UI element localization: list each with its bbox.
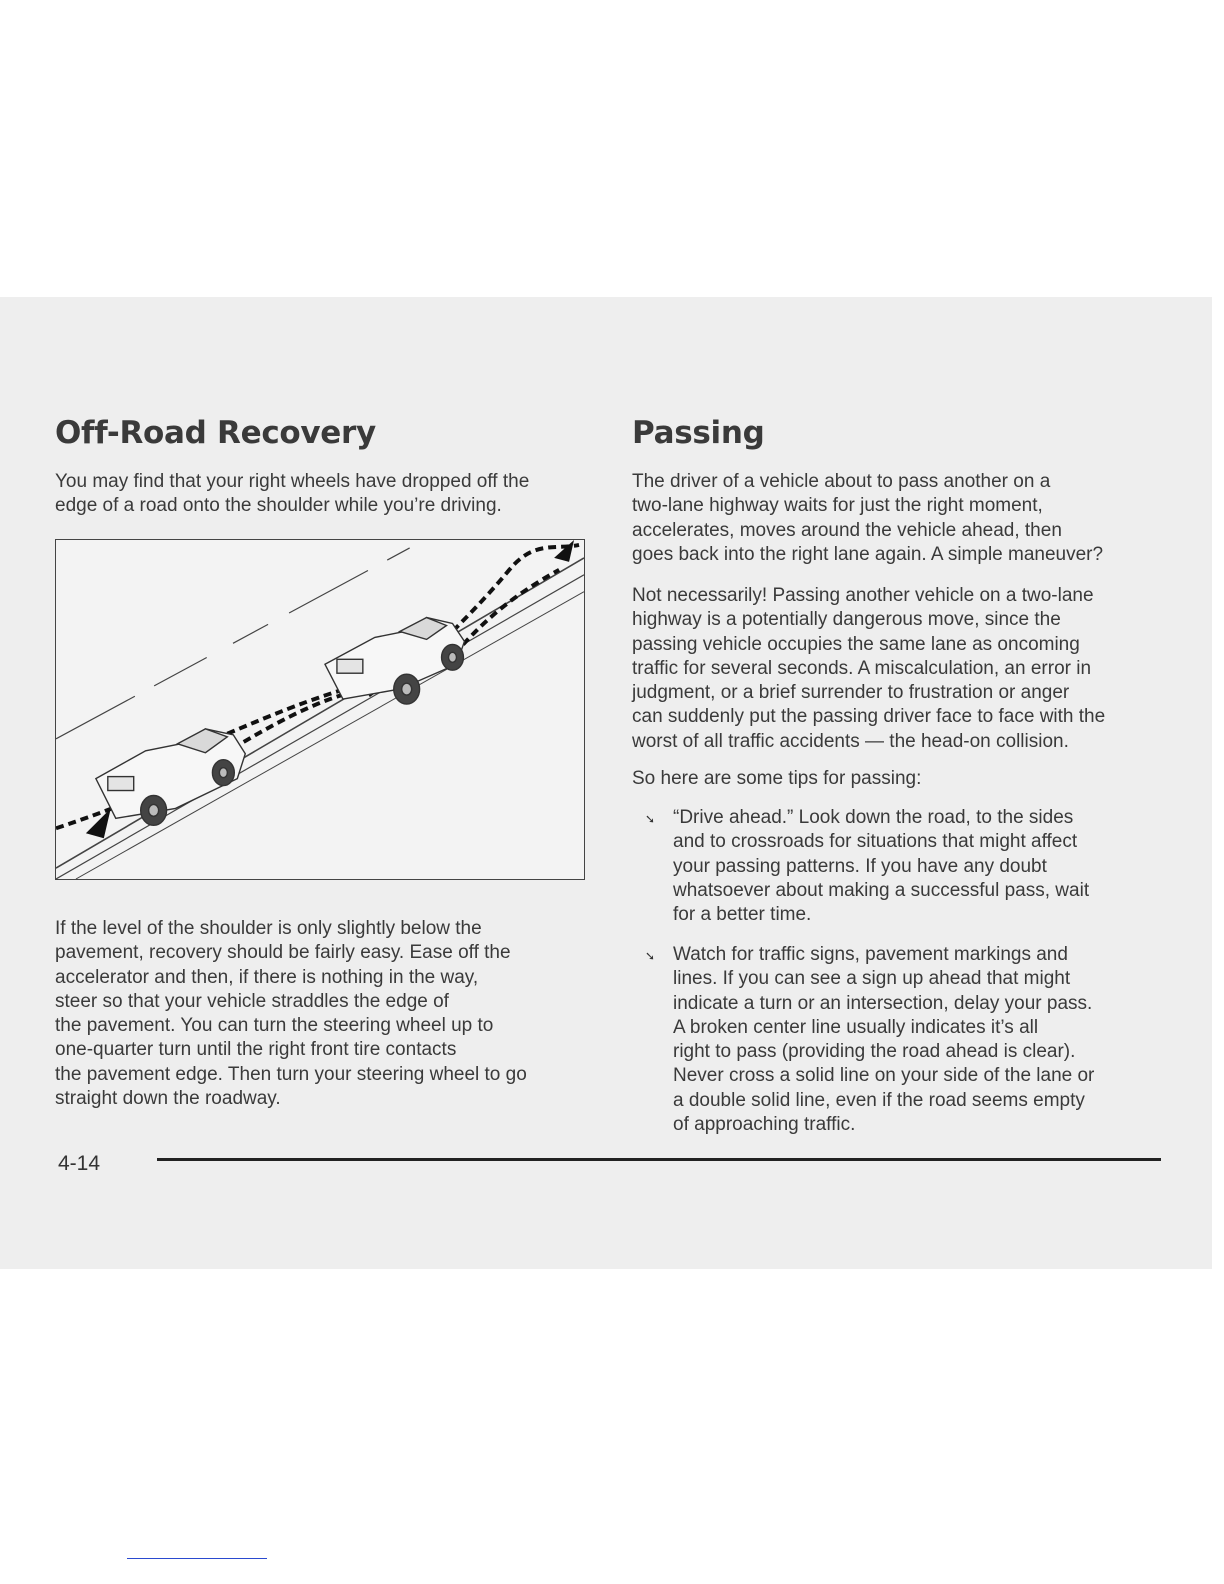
passing-paragraph-2: Not necessarily! Passing another vehicle on a two-lane highway is a potentially dangerous move, since the passing vehicle occupies the same lane as oncoming traffic for several seconds. A miscalculation, an error in judgment, or a brief surrender to frustration or anger can suddenly put the passing driver face to face with the worst of all traffic accidents — the head-on collision. [632, 585, 1106, 752]
page-number: 4-14 [58, 1152, 101, 1175]
road-lines [56, 548, 584, 879]
section-title-off-road-recovery: Off-Road Recovery [55, 415, 376, 451]
off-road-body-paragraph: If the level of the shoulder is only slightly below the pavement, recovery should be fairly easy. Ease off the accelerator and then, if there is nothing in the way, steer so that your vehicle straddles the edge of the pavement. You can turn the steering wheel up to one-quarter turn until the right front tire contacts the pavement edge. Then turn your steering wheel to go straight down the roadway. [55, 918, 527, 1110]
passing-paragraph-3: So here are some tips for passing: [632, 768, 922, 789]
bullet-arrow-icon: ➘ [645, 949, 656, 963]
underline-mark [127, 1558, 267, 1559]
passing-paragraph-1: The driver of a vehicle about to pass another on a two-lane highway waits for just the right moment, accelerates, moves around the vehicle ahead, then goes back into the right lane again. A simple maneuver? [632, 471, 1104, 565]
passing-tip-2: Watch for traffic signs, pavement markings and lines. If you can see a sign up ahead that might indicate a turn or an intersection, delay your pass. A broken center line usually indicates it’s all right to pass (providing the road ahead is clear). Never cross a solid line on your side of the lane or a double solid line, even if the road seems empty of approaching traffic. [673, 944, 1095, 1136]
off-road-intro-paragraph: You may find that your right wheels have dropped off the edge of a road onto the shoulder while you’re driving. [55, 471, 530, 517]
passing-tip-1: “Drive ahead.” Look down the road, to the sides and to crossroads for situations that might affect your passing patterns. If you have any doubt whatsoever about making a successful pass, wait for a better time. [673, 807, 1090, 926]
bullet-arrow-icon: ➘ [645, 812, 656, 826]
pickup-truck-front [325, 618, 464, 704]
pickup-truck-rear [96, 729, 245, 825]
off-road-recovery-illustration [55, 539, 585, 880]
section-title-passing: Passing [632, 415, 765, 451]
footer-rule [157, 1158, 1161, 1161]
